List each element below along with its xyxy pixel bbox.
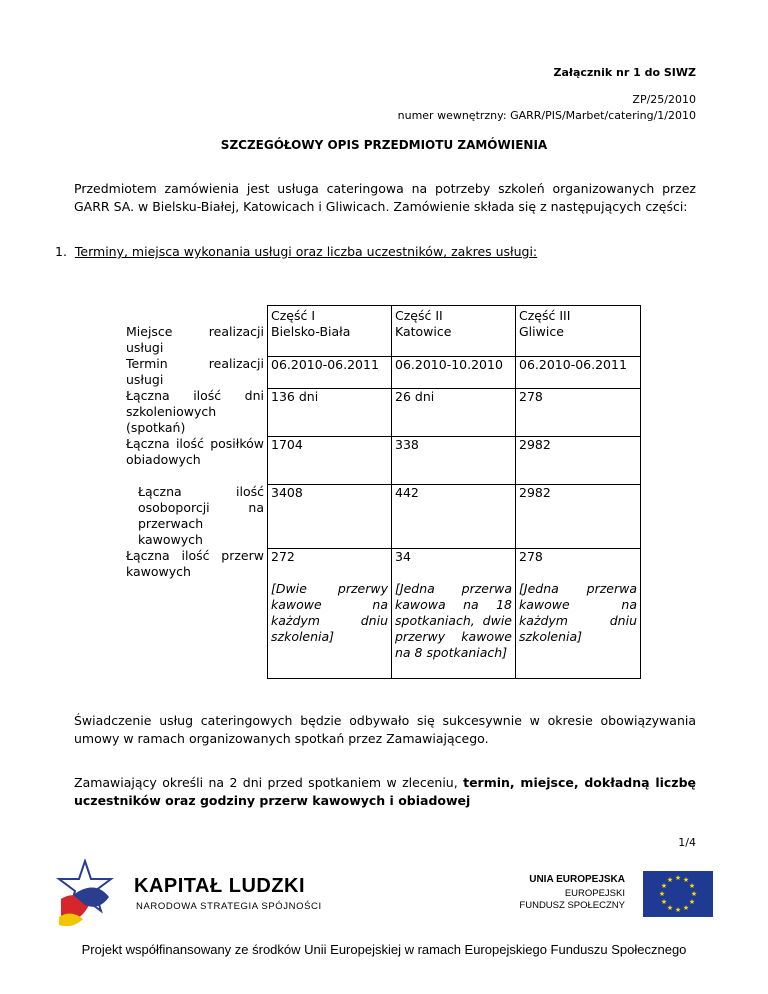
row-label: Łączna ilość osoboporcji na przerwach kawowych	[138, 484, 264, 547]
kapital-ludzki-subtitle: NARODOWA STRATEGIA SPÓJNOŚCI	[136, 901, 322, 912]
table-cell: Katowice	[392, 324, 516, 356]
table-cell: 06.2010-06.2011	[268, 356, 392, 388]
row-label: Łączna ilość posiłków obiadowych	[126, 436, 264, 467]
specification-table	[126, 305, 641, 679]
svg-text:★: ★	[660, 882, 668, 890]
column-header: Część II	[392, 306, 516, 325]
eu-line-2: EUROPEJSKI	[564, 888, 625, 899]
eu-line-1: UNIA EUROPEJSKA	[529, 874, 625, 885]
svg-text:★: ★	[688, 882, 696, 890]
svg-text:★: ★	[682, 876, 690, 884]
paragraph-duration: Świadczenie usług cateringowych będzie odbywało się sukcesywnie w okresie obowiązywania umowy w ramach organizowanych spotkań przez Zamawiającego.	[74, 713, 696, 746]
table-row	[126, 388, 641, 436]
cell-note: [Dwie przerwy kawowe na każdym dniu szkolenia]	[271, 580, 388, 644]
eu-line-3: FUNDUSZ SPOŁECZNY	[519, 900, 625, 911]
table-row	[126, 324, 641, 356]
table-cell: 2982	[516, 484, 641, 548]
annex-label: Załącznik nr 1 do SIWZ	[553, 66, 696, 79]
svg-text:★: ★	[658, 890, 666, 898]
table-cell: 26 dni	[392, 388, 516, 436]
paragraph-ordering-bold: termin, miejsce, dokładną liczbę uczestników oraz godziny przerw kawowych i obiadowej	[74, 775, 697, 808]
paragraph-ordering-text: Zamawiający określi na 2 dni przed spotkaniem w zleceniu,	[74, 775, 464, 790]
project-funding-text: Projekt współfinansowany ze środków Unii Europejskiej w ramach Europejskiego Funduszu Społecznego	[81, 942, 687, 957]
cell-note: [Jedna przerwa kawowa na 18 spotkaniach, dwie przerwy kawowe na 8 spotkaniach]	[395, 580, 512, 660]
reference-number: ZP/25/2010	[632, 93, 696, 106]
svg-text:★: ★	[666, 904, 674, 912]
row-label: Termin realizacji usługi	[126, 356, 264, 387]
section-1-heading	[55, 244, 537, 259]
table-cell: 06.2010-10.2010	[392, 356, 516, 388]
cell-value: 34	[395, 548, 411, 564]
section-number: 1.	[55, 244, 67, 259]
svg-text:★: ★	[688, 898, 696, 906]
table-cell: 278	[516, 388, 641, 436]
svg-text:★: ★	[690, 890, 698, 898]
document-title: SZCZEGÓŁOWY OPIS PRZEDMIOTU ZAMÓWIENIA	[220, 138, 548, 152]
table-row	[126, 356, 641, 388]
table-row	[126, 484, 641, 548]
paragraph-ordering	[74, 774, 696, 810]
table-cell: 1704	[268, 436, 392, 484]
reference-block	[398, 92, 696, 124]
cell-note: [Jedna przerwa kawowe na każdym dniu szkolenia]	[519, 580, 637, 644]
svg-text:★: ★	[674, 906, 682, 914]
eu-flag-icon	[643, 871, 713, 917]
svg-text:★: ★	[660, 898, 668, 906]
table-cell: 136 dni	[268, 388, 392, 436]
table-row	[126, 548, 641, 678]
svg-text:★: ★	[682, 904, 690, 912]
table-cell	[268, 548, 392, 678]
footer-logos	[55, 857, 713, 935]
table-cell	[516, 548, 641, 678]
intro-paragraph: Przedmiotem zamówienia jest usługa cateringowa na potrzeby szkoleń organizowanych przez GARR SA. w Bielsku-Białej, Katowicach i Gliwicach. Zamówienie składa się z następujących części:	[74, 181, 696, 214]
header-empty-cell	[126, 306, 268, 325]
table-cell: 3408	[268, 484, 392, 548]
column-header: Część III	[516, 306, 641, 325]
table-cell: Gliwice	[516, 324, 641, 356]
row-label: Łączna ilość przerw kawowych	[126, 548, 264, 579]
internal-number: numer wewnętrzny: GARR/PIS/Marbet/catering/1/2010	[397, 109, 696, 122]
kapital-ludzki-title: KAPITAŁ LUDZKI	[134, 875, 306, 897]
table-cell: Bielsko-Biała	[268, 324, 392, 356]
table-header-row	[126, 306, 641, 325]
column-header: Część I	[268, 306, 392, 325]
kapital-ludzki-logo-icon	[55, 859, 115, 929]
cell-value: 278	[519, 548, 543, 564]
table-cell	[392, 548, 516, 678]
table-cell: 338	[392, 436, 516, 484]
section-label: Terminy, miejsca wykonania usługi oraz liczba uczestników, zakres usługi:	[74, 244, 538, 259]
page-number: 1/4	[678, 836, 696, 849]
row-label: Miejsce realizacji usługi	[126, 324, 264, 355]
table-row	[126, 436, 641, 484]
row-label: Łączna ilość dni szkoleniowych (spotkań)	[126, 388, 264, 435]
table-cell: 06.2010-06.2011	[516, 356, 641, 388]
svg-text:★: ★	[666, 876, 674, 884]
svg-text:★: ★	[674, 874, 682, 882]
table-cell: 442	[392, 484, 516, 548]
cell-value: 272	[271, 548, 295, 564]
table-cell: 2982	[516, 436, 641, 484]
